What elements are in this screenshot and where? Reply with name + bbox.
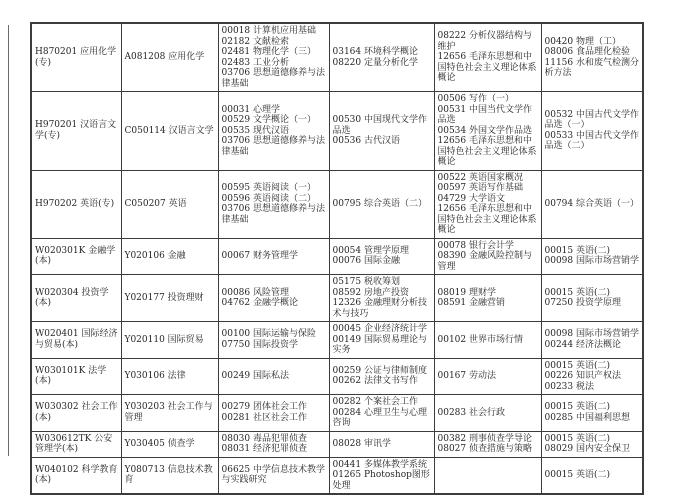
course-entry: 00067 财务管理学 bbox=[221, 251, 298, 261]
exam-slot-1-cell bbox=[218, 238, 329, 275]
course-entry: C050207 英语 bbox=[124, 198, 187, 209]
course-entry: 12326 金融理财分析技术与技巧 bbox=[332, 298, 427, 319]
course-entry: 00595 英语阅读（一） bbox=[221, 183, 316, 193]
course-entry: 08006 食品理化检验 bbox=[544, 47, 630, 57]
course-entry: 00794 综合英语（一） bbox=[544, 198, 639, 209]
table-row bbox=[31, 170, 643, 238]
course-entry: 00283 社会行政 bbox=[437, 407, 505, 418]
exam-slot-3-cell bbox=[434, 322, 541, 359]
course-entry: 11156 水和废气检测分析方法 bbox=[544, 57, 639, 78]
program-code-cell bbox=[121, 92, 218, 171]
course-entry: 04762 金融学概论 bbox=[221, 298, 298, 308]
exam-slot-4-cell bbox=[541, 322, 643, 359]
course-entry: 00441 多媒体教学系统 bbox=[332, 459, 427, 470]
exam-slot-2-cell bbox=[329, 170, 434, 238]
course-entry: C050114 汉语言文学 bbox=[124, 125, 214, 136]
course-entry: H870201 应用化学(专) bbox=[35, 47, 117, 68]
course-entry: 00284 心理卫生与心理咨询 bbox=[332, 407, 427, 428]
course-entry: W030101K 法学(本) bbox=[35, 365, 107, 387]
course-entry: 00259 公证与律师制度 bbox=[332, 365, 427, 376]
program-code-cell bbox=[121, 322, 218, 359]
program-code-cell bbox=[121, 358, 218, 395]
major-code-cell bbox=[31, 358, 121, 395]
course-entry: 08027 侦查措施与策略 bbox=[437, 444, 532, 454]
course-entry: 12656 毛泽东思想和中国特色社会主义理论体系概论 bbox=[437, 136, 537, 167]
course-entry: 00054 管理学原理 bbox=[332, 245, 409, 256]
exam-slot-3-cell bbox=[434, 238, 541, 275]
course-entry: 00018 计算机应用基础 bbox=[221, 26, 316, 36]
exam-slot-4-cell bbox=[541, 358, 643, 395]
major-code-cell bbox=[31, 238, 121, 275]
course-entry: 00233 税法 bbox=[544, 381, 594, 392]
course-entry: 02182 文献检索 bbox=[221, 36, 289, 47]
course-entry: 00532 中国古代文学作品选（一） bbox=[544, 109, 639, 131]
course-entry: 00102 世界市场行情 bbox=[437, 334, 523, 345]
course-entry: 01265 Photoshop图形处理 bbox=[332, 470, 430, 491]
course-entry: W020304 投资学(本) bbox=[35, 287, 109, 308]
course-entry: 12656 毛泽东思想和中国特色社会主义理论体系概论 bbox=[437, 52, 537, 84]
course-entry: 08028 审讯学 bbox=[332, 438, 391, 449]
exam-slot-1-cell bbox=[218, 358, 329, 395]
program-code-cell bbox=[121, 431, 218, 457]
exam-slot-2-cell bbox=[329, 238, 434, 275]
program-code-cell bbox=[121, 457, 218, 494]
course-entry: 08591 金融营销 bbox=[437, 298, 505, 308]
course-entry: W020401 国际经济与贸易(本) bbox=[35, 329, 118, 350]
course-entry: Y080713 信息技术教育 bbox=[124, 464, 213, 486]
course-entry: A081208 应用化学 bbox=[124, 52, 205, 63]
course-entry: 00536 古代汉语 bbox=[332, 136, 400, 146]
course-entry: 06625 中学信息技术教学与实践研究 bbox=[221, 464, 325, 486]
course-entry: 00100 国际运输与保险 bbox=[221, 329, 316, 340]
course-entry: 08390 金融风险控制与管理 bbox=[437, 251, 532, 272]
program-code-cell bbox=[121, 238, 218, 275]
program-code-cell bbox=[121, 395, 218, 432]
course-entry: 00262 法律文书写作 bbox=[332, 376, 418, 387]
course-entry: 08220 定量分析化学 bbox=[332, 57, 418, 68]
course-entry: 00597 英语写作基础 bbox=[437, 183, 523, 193]
course-entry: 08222 分析仪器结构与维护 bbox=[437, 31, 532, 52]
course-entry: 00534 外国文学作品选 bbox=[437, 125, 532, 136]
cropped-table-edge-line bbox=[8, 25, 9, 456]
course-entry: 08019 理财学 bbox=[437, 287, 496, 298]
exam-slot-3-cell bbox=[434, 358, 541, 395]
course-entry: 00506 写作（一） bbox=[437, 94, 514, 104]
course-entry: W030612TK 公安管理学(本) bbox=[35, 433, 113, 454]
program-code-cell bbox=[121, 275, 218, 322]
course-entry: 00531 中国当代文学作品选 bbox=[437, 104, 532, 125]
program-code-cell bbox=[121, 23, 218, 92]
course-entry: 00279 团体社会工作 bbox=[221, 402, 307, 413]
course-entry: 00031 心理学 bbox=[221, 104, 280, 115]
exam-slot-1-cell bbox=[218, 275, 329, 322]
course-entry: Y020106 金融 bbox=[124, 251, 186, 261]
course-entry: 00529 文学概论（一） bbox=[221, 115, 316, 125]
course-entry: 03706 思想道德修养与法律基础 bbox=[221, 204, 325, 225]
course-entry: 03706 思想道德修养与法律基础 bbox=[221, 136, 325, 157]
course-entry: 00015 英语(二) bbox=[544, 360, 611, 371]
program-code-cell bbox=[121, 170, 218, 238]
course-entry: 00078 银行会计学 bbox=[437, 240, 514, 251]
course-entry: 04729 大学语文 bbox=[437, 193, 505, 204]
course-entry: W020301K 金融学(本) bbox=[35, 245, 116, 267]
exam-slot-2-cell bbox=[329, 92, 434, 171]
course-entry: H970201 汉语言文学(专) bbox=[35, 120, 117, 141]
course-entry: 00015 英语(二) bbox=[544, 433, 611, 444]
course-entry: 00596 英语阅读（二） bbox=[221, 193, 316, 204]
exam-slot-3-cell bbox=[434, 92, 541, 171]
exam-slot-1-cell bbox=[218, 457, 329, 494]
course-entry: 03706 思想道德修养与法律基础 bbox=[221, 68, 325, 89]
course-entry: 00015 英语(二) bbox=[544, 287, 611, 298]
exam-slot-4-cell bbox=[541, 238, 643, 275]
course-entry: 00249 国际私法 bbox=[221, 371, 289, 381]
course-entry: 00167 劳动法 bbox=[437, 371, 496, 381]
table-row bbox=[31, 23, 643, 92]
exam-slot-2-cell bbox=[329, 23, 434, 92]
exam-slot-4-cell bbox=[541, 275, 643, 322]
course-entry: 00530 中国现代文学作品选 bbox=[332, 115, 427, 136]
table-row bbox=[31, 275, 643, 322]
exam-slot-3-cell bbox=[434, 23, 541, 92]
course-entry: 08031 经济犯罪侦查 bbox=[221, 444, 307, 454]
major-code-cell bbox=[31, 457, 121, 494]
course-entry: 00015 英语(二) bbox=[544, 245, 611, 256]
course-entry: 00795 综合英语（二） bbox=[332, 198, 427, 209]
course-entry: 12656 毛泽东思想和中国特色社会主义理论体系概论 bbox=[437, 204, 537, 235]
exam-slot-4-cell bbox=[541, 23, 643, 92]
exam-slot-3-cell bbox=[434, 431, 541, 457]
course-entry: Y030203 社会工作与管理 bbox=[124, 402, 213, 423]
course-entry: 00281 社区社会工作 bbox=[221, 412, 307, 423]
exam-slot-1-cell bbox=[218, 395, 329, 432]
course-entry: 02481 物理化学（三） bbox=[221, 47, 316, 57]
course-entry: 00285 中国福利思想 bbox=[544, 412, 630, 423]
exam-slot-4-cell bbox=[541, 431, 643, 457]
exam-slot-1-cell bbox=[218, 170, 329, 238]
exam-slot-2-cell bbox=[329, 322, 434, 359]
exam-slot-2-cell bbox=[329, 431, 434, 457]
course-entry: W030302 社会工作(本) bbox=[35, 402, 118, 423]
course-entry: Y020110 国际贸易 bbox=[124, 334, 204, 345]
course-entry: 00226 知识产权法 bbox=[544, 371, 621, 381]
table-body bbox=[31, 23, 643, 494]
table-row bbox=[31, 358, 643, 395]
table-row bbox=[31, 92, 643, 171]
exam-slot-2-cell bbox=[329, 275, 434, 322]
course-entry: 07250 投资学原理 bbox=[544, 298, 621, 308]
course-entry: Y030405 侦查学 bbox=[124, 438, 195, 449]
course-entry: 07750 国际投资学 bbox=[221, 339, 298, 350]
course-entry: 00149 国际贸易理论与实务 bbox=[332, 334, 427, 355]
exam-slot-4-cell bbox=[541, 395, 643, 432]
course-entry: 00076 国际金融 bbox=[332, 256, 400, 267]
course-entry: 02483 工业分析 bbox=[221, 57, 289, 68]
major-code-cell bbox=[31, 275, 121, 322]
exam-slot-4-cell bbox=[541, 170, 643, 238]
exam-slot-1-cell bbox=[218, 322, 329, 359]
course-entry: 00045 企业经济统计学 bbox=[332, 324, 427, 334]
course-entry: 05175 税收筹划 bbox=[332, 277, 400, 287]
course-entry: 00098 国际市场营销学 bbox=[544, 329, 639, 340]
major-code-cell bbox=[31, 322, 121, 359]
course-entry: 00015 英语(二) bbox=[544, 470, 611, 480]
table-row bbox=[31, 395, 643, 432]
exam-slot-1-cell bbox=[218, 23, 329, 92]
major-code-cell bbox=[31, 92, 121, 171]
course-entry: 08592 房地产投资 bbox=[332, 287, 409, 298]
course-entry: 00420 物理（工） bbox=[544, 36, 621, 47]
table-row bbox=[31, 322, 643, 359]
course-entry: W040102 科学教育(本) bbox=[35, 464, 118, 486]
major-code-cell bbox=[31, 23, 121, 92]
exam-slot-4-cell bbox=[541, 457, 643, 494]
exam-slot-3-cell bbox=[434, 275, 541, 322]
major-code-cell bbox=[31, 431, 121, 457]
table-row bbox=[31, 457, 643, 494]
course-entry: H970202 英语(专) bbox=[35, 198, 115, 209]
course-entry: 00015 英语(二) bbox=[544, 402, 611, 413]
exam-slot-1-cell bbox=[218, 431, 329, 457]
course-entry: 00098 国际市场营销学 bbox=[544, 256, 639, 267]
exam-slot-2-cell bbox=[329, 358, 434, 395]
major-code-cell bbox=[31, 170, 121, 238]
exam-slot-2-cell bbox=[329, 395, 434, 432]
course-entry: 08030 毒品犯罪侦查 bbox=[221, 433, 307, 444]
course-entry: 00535 现代汉语 bbox=[221, 125, 289, 136]
course-entry: 00086 风险管理 bbox=[221, 287, 289, 298]
course-entry: 03164 环境科学概论 bbox=[332, 47, 418, 57]
course-entry: 00244 经济法概论 bbox=[544, 339, 621, 350]
table-row bbox=[31, 238, 643, 275]
exam-slot-3-cell bbox=[434, 395, 541, 432]
course-entry: 00282 个案社会工作 bbox=[332, 397, 418, 407]
exam-slot-3-cell bbox=[434, 457, 541, 494]
course-entry: Y030106 法律 bbox=[124, 371, 186, 381]
exam-schedule-table bbox=[30, 22, 644, 495]
course-entry: Y020177 投资理财 bbox=[124, 292, 204, 303]
course-entry: 00382 刑事侦查学导论 bbox=[437, 433, 532, 444]
table-row bbox=[31, 431, 643, 457]
exam-slot-1-cell bbox=[218, 92, 329, 171]
exam-slot-4-cell bbox=[541, 92, 643, 171]
exam-slot-3-cell bbox=[434, 170, 541, 238]
course-entry: 08029 国内安全保卫 bbox=[544, 444, 630, 454]
course-entry: 00533 中国古代文学作品选（二） bbox=[544, 130, 639, 152]
exam-slot-2-cell bbox=[329, 457, 434, 494]
major-code-cell bbox=[31, 395, 121, 432]
course-entry: 00522 英语国家概况 bbox=[437, 172, 523, 183]
